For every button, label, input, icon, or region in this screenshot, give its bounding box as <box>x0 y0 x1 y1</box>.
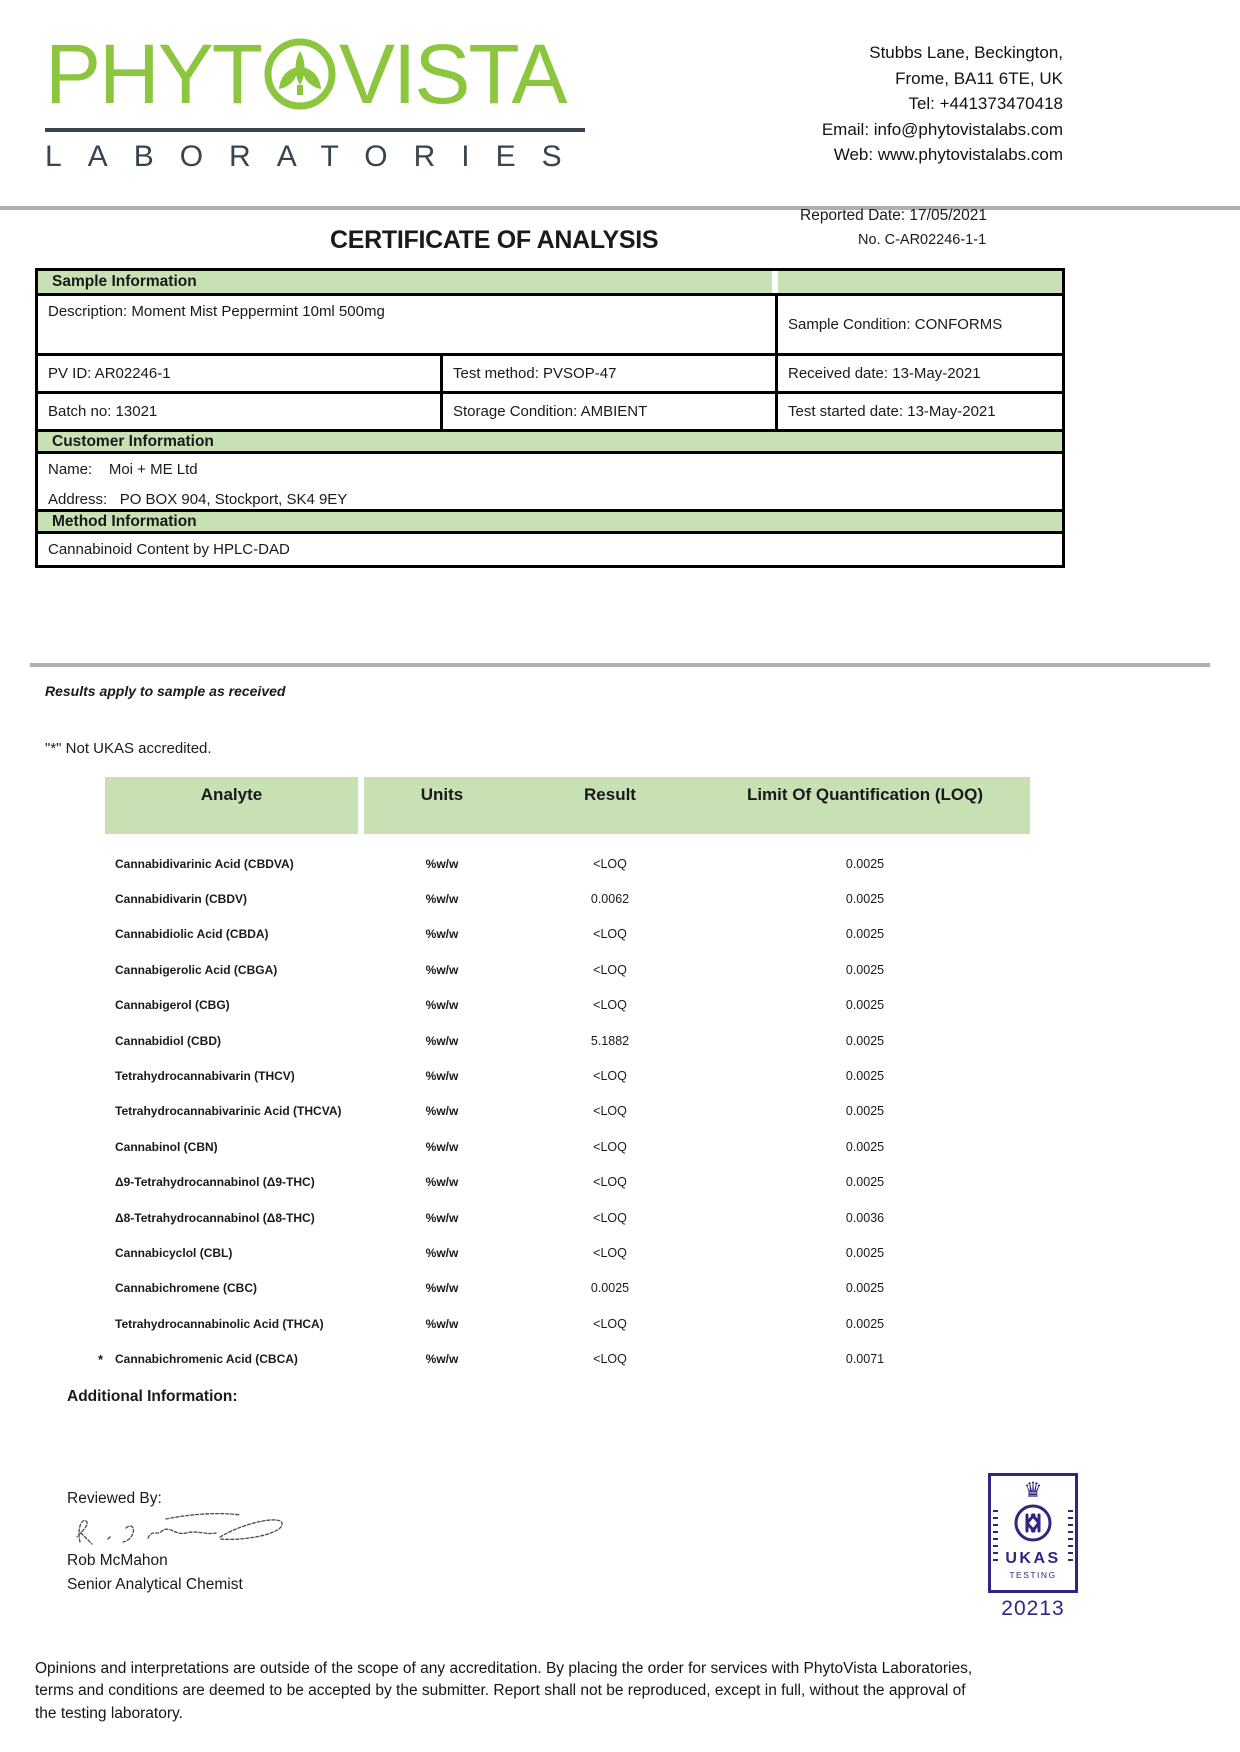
row-asterisk-flag: * <box>97 1351 103 1367</box>
sample-description-row <box>38 293 1062 353</box>
customer-information-bar-fill <box>38 432 1062 451</box>
row-result: <LOQ <box>593 1139 627 1154</box>
signature <box>70 1506 295 1557</box>
row-units: %w/w <box>425 1316 459 1331</box>
contact-email: Email: info@phytovistalabs.com <box>821 119 1063 139</box>
row-units: %w/w <box>425 892 459 907</box>
sample-information-bar-left <box>38 271 772 293</box>
row-analyte: Tetrahydrocannabivarinic Acid (THCVA) <box>115 1104 342 1119</box>
reported-date: Reported Date: 17/05/2021 <box>800 207 987 224</box>
header-divider <box>0 206 1240 210</box>
table-row <box>105 1271 1030 1306</box>
row-analyte: Cannabidiol (CBD) <box>115 1033 221 1048</box>
row-result: <LOQ <box>593 1104 627 1119</box>
sample-condition: Sample Condition: CONFORMS <box>788 316 1003 333</box>
ukas-ticks-right <box>1068 1510 1073 1562</box>
table-row <box>105 917 1030 952</box>
disclaimer-line1: Opinions and interpretations are outside of the scope of any accreditation. By placing the order for services with PhytoVista Laboratories, <box>35 1660 973 1677</box>
table-row <box>105 1094 1030 1129</box>
table-row <box>105 1058 1030 1093</box>
row-loq: 0.0025 <box>845 1245 885 1260</box>
test-started-date: Test started date: 13-May-2021 <box>788 403 996 420</box>
row-loq: 0.0025 <box>845 1104 885 1119</box>
logo-divider <box>45 128 585 132</box>
table-row <box>105 952 1030 987</box>
header-loq-label: Limit Of Quantification (LOQ) <box>746 785 984 804</box>
results-note: Results apply to sample as received <box>45 683 286 699</box>
results-table <box>97 777 1030 1377</box>
header-result-label: Result <box>584 785 636 804</box>
row-result: <LOQ <box>593 1245 627 1260</box>
disclaimer <box>35 1658 1185 1725</box>
table-row <box>105 1165 1030 1200</box>
contact-address-line1: Stubbs Lane, Beckington, <box>869 43 1063 62</box>
table-row <box>105 1129 1030 1164</box>
row-analyte: Cannabichromene (CBC) <box>115 1281 258 1296</box>
ukas-number: 20213 <box>1001 1597 1065 1620</box>
row-loq: 0.0036 <box>845 1210 885 1225</box>
results-table-header <box>105 777 1030 834</box>
row-analyte: Cannabidivarinic Acid (CBDVA) <box>115 856 294 871</box>
row-result: <LOQ <box>593 998 627 1013</box>
report-number: No. C-AR02246-1-1 <box>858 232 987 248</box>
table-row <box>105 846 1030 881</box>
header-units-label: Units <box>420 785 464 804</box>
row-analyte: Cannabidivarin (CBDV) <box>115 892 248 907</box>
customer-box <box>38 451 1062 509</box>
ukas-type: TESTING <box>1009 1570 1057 1580</box>
info-tables <box>35 268 1065 568</box>
row-result: <LOQ <box>593 1210 627 1225</box>
table-row <box>105 1023 1030 1058</box>
header-result <box>520 777 700 834</box>
row-analyte: Tetrahydrocannabivarin (THCV) <box>115 1069 295 1084</box>
sample-ids-row <box>38 353 1062 391</box>
row-loq: 0.0025 <box>845 1033 885 1048</box>
row-units: %w/w <box>425 1033 459 1048</box>
contact-info <box>822 40 1063 168</box>
row-units: %w/w <box>425 1210 459 1225</box>
header-units <box>364 777 520 834</box>
sample-information-title: Sample Information <box>52 273 197 290</box>
table-row <box>105 1306 1030 1341</box>
row-units: %w/w <box>425 1069 459 1084</box>
row-result: <LOQ <box>593 1175 627 1190</box>
row-loq: 0.0025 <box>845 1069 885 1084</box>
row-result: 0.0062 <box>590 892 630 907</box>
row-result: <LOQ <box>593 1069 627 1084</box>
table-row <box>105 1235 1030 1270</box>
brand-text-pre: PHYT <box>45 27 262 121</box>
row-analyte: Cannabicyclol (CBL) <box>115 1245 233 1260</box>
ukas-ticks-left <box>993 1510 998 1562</box>
brand-subtitle: LABORATORIES <box>45 140 588 173</box>
ukas-box <box>988 1473 1078 1593</box>
row-units: %w/w <box>425 1352 459 1367</box>
section-divider <box>30 663 1210 667</box>
test-method: Test method: PVSOP-47 <box>443 356 778 391</box>
row-loq: 0.0025 <box>845 1281 885 1296</box>
row-units: %w/w <box>425 927 459 942</box>
brand-row <box>45 22 585 126</box>
row-units: %w/w <box>425 962 459 977</box>
row-analyte: Δ8-Tetrahydrocannabinol (Δ8-THC) <box>115 1210 315 1225</box>
method-information-bar-fill <box>38 512 1062 531</box>
row-result: <LOQ <box>593 1352 627 1367</box>
row-units: %w/w <box>425 998 459 1013</box>
row-analyte: Cannabinol (CBN) <box>115 1139 218 1154</box>
sample-description: Description: Moment Mist Peppermint 10ml 500mg <box>38 296 778 353</box>
row-loq: 0.0025 <box>845 1175 885 1190</box>
row-units: %w/w <box>425 1104 459 1119</box>
ukas-accreditation-mark <box>988 1473 1078 1621</box>
reviewer-title: Senior Analytical Chemist <box>67 1576 243 1593</box>
reviewer-name: Rob McMahon <box>67 1552 168 1569</box>
results-table-body <box>97 846 1030 1377</box>
sample-batch-row <box>38 391 1062 429</box>
method-name: Cannabinoid Content by HPLC-DAD <box>38 531 1062 565</box>
additional-information-label: Additional Information: <box>67 1388 238 1405</box>
row-units: %w/w <box>425 1245 459 1260</box>
ukas-word: UKAS <box>1005 1550 1061 1567</box>
row-loq: 0.0025 <box>845 1139 885 1154</box>
row-analyte: Cannabigerol (CBG) <box>115 998 230 1013</box>
ukas-circle-icon <box>991 1502 1075 1549</box>
row-result: <LOQ <box>593 1316 627 1331</box>
accreditation-note: "*" Not UKAS accredited. <box>45 740 212 757</box>
row-loq: 0.0025 <box>845 927 885 942</box>
row-result: 5.1882 <box>590 1033 630 1048</box>
customer-information-bar <box>38 429 1062 451</box>
header-analyte-label: Analyte <box>200 785 263 804</box>
row-units: %w/w <box>425 1175 459 1190</box>
brand-text-post: VISTA <box>339 27 566 121</box>
method-information-title: Method Information <box>52 512 197 530</box>
table-row <box>97 1341 1030 1376</box>
row-analyte: Tetrahydrocannabinolic Acid (THCA) <box>115 1316 324 1331</box>
row-analyte: Δ9-Tetrahydrocannabinol (Δ9-THC) <box>115 1175 315 1190</box>
header-analyte <box>105 777 358 834</box>
crown-icon: ♛ <box>1023 1479 1043 1502</box>
sample-information-bar <box>38 271 1062 293</box>
row-result: <LOQ <box>593 927 627 942</box>
row-units: %w/w <box>425 856 459 871</box>
row-loq: 0.0071 <box>845 1352 885 1367</box>
row-analyte: Cannabidiolic Acid (CBDA) <box>115 927 269 942</box>
row-analyte: Cannabigerolic Acid (CBGA) <box>115 962 278 977</box>
row-loq: 0.0025 <box>845 998 885 1013</box>
reviewed-by-label: Reviewed By: <box>67 1490 162 1507</box>
row-units: %w/w <box>425 1139 459 1154</box>
table-row <box>105 1200 1030 1235</box>
row-loq: 0.0025 <box>845 892 885 907</box>
disclaimer-line3: the testing laboratory. <box>35 1704 183 1722</box>
logo <box>45 22 588 174</box>
customer-name: Name: Moi + ME Ltd <box>48 461 198 478</box>
header-loq <box>700 777 1030 834</box>
sample-information-bar-right <box>778 271 1062 293</box>
row-result: <LOQ <box>593 962 627 977</box>
table-row <box>105 881 1030 916</box>
contact-address-line2: Frome, BA11 6TE, UK <box>895 68 1063 88</box>
header-rest <box>364 777 1030 834</box>
received-date: Received date: 13-May-2021 <box>788 365 981 382</box>
pv-id: PV ID: AR02246-1 <box>38 356 443 391</box>
contact-web: Web: www.phytovistalabs.com <box>833 145 1063 164</box>
row-loq: 0.0025 <box>845 1316 885 1331</box>
table-row <box>105 988 1030 1023</box>
row-loq: 0.0025 <box>845 856 885 871</box>
customer-address: Address: PO BOX 904, Stockport, SK4 9EY <box>48 491 348 508</box>
batch-no: Batch no: 13021 <box>38 394 443 429</box>
leaf-icon <box>263 37 337 111</box>
row-result: <LOQ <box>593 856 627 871</box>
page-title: CERTIFICATE OF ANALYSIS <box>330 226 659 254</box>
disclaimer-line2: terms and conditions are deemed to be accepted by the submitter. Report shall not be reproduced, except in full, without the approval of <box>35 1682 966 1700</box>
storage-condition: Storage Condition: AMBIENT <box>443 394 778 429</box>
contact-phone: Tel: +441373470418 <box>908 94 1063 113</box>
method-information-bar <box>38 509 1062 531</box>
row-units: %w/w <box>425 1281 459 1296</box>
row-loq: 0.0025 <box>845 962 885 977</box>
row-result: 0.0025 <box>590 1281 630 1296</box>
customer-information-title: Customer Information <box>52 432 214 450</box>
row-analyte: Cannabichromenic Acid (CBCA) <box>115 1352 298 1367</box>
